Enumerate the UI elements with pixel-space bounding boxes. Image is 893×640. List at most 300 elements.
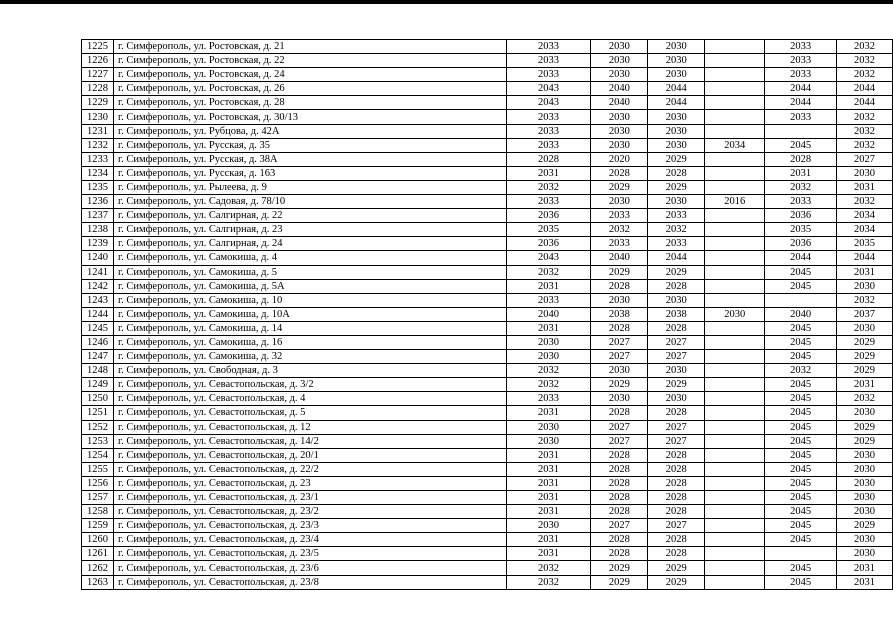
year-cell-3: 2030 bbox=[648, 364, 705, 378]
year-cell-4 bbox=[705, 547, 765, 561]
table-row bbox=[82, 547, 893, 561]
year-cell-1: 2033 bbox=[506, 392, 591, 406]
row-number: 1245 bbox=[82, 321, 114, 335]
row-number: 1229 bbox=[82, 96, 114, 110]
year-cell-3: 2028 bbox=[648, 406, 705, 420]
address-cell: г. Симферополь, ул. Севастопольская, д. 22/2 bbox=[113, 462, 506, 476]
year-cell-2: 2040 bbox=[591, 96, 648, 110]
year-cell-6: 2032 bbox=[837, 138, 893, 152]
row-number: 1251 bbox=[82, 406, 114, 420]
address-cell: г. Симферополь, ул. Ростовская, д. 21 bbox=[113, 40, 506, 54]
table-row bbox=[82, 491, 893, 505]
year-cell-2: 2027 bbox=[591, 335, 648, 349]
row-number: 1234 bbox=[82, 166, 114, 180]
year-cell-3: 2028 bbox=[648, 533, 705, 547]
year-cell-5: 2036 bbox=[765, 237, 837, 251]
year-cell-4 bbox=[705, 166, 765, 180]
year-cell-3: 2029 bbox=[648, 180, 705, 194]
year-cell-2: 2028 bbox=[591, 505, 648, 519]
address-cell: г. Симферополь, ул. Салгирная, д. 22 bbox=[113, 209, 506, 223]
year-cell-4 bbox=[705, 476, 765, 490]
address-cell: г. Симферополь, ул. Ростовская, д. 26 bbox=[113, 82, 506, 96]
row-number: 1253 bbox=[82, 434, 114, 448]
year-cell-1: 2032 bbox=[506, 378, 591, 392]
year-cell-4 bbox=[705, 251, 765, 265]
table-row bbox=[82, 307, 893, 321]
row-number: 1262 bbox=[82, 561, 114, 575]
year-cell-1: 2030 bbox=[506, 420, 591, 434]
year-cell-3: 2029 bbox=[648, 575, 705, 589]
year-cell-4 bbox=[705, 491, 765, 505]
address-cell: г. Симферополь, ул. Севастопольская, д. 23/3 bbox=[113, 519, 506, 533]
address-cell: г. Симферополь, ул. Ростовская, д. 28 bbox=[113, 96, 506, 110]
year-cell-6: 2027 bbox=[837, 152, 893, 166]
year-cell-1: 2030 bbox=[506, 434, 591, 448]
year-cell-4 bbox=[705, 265, 765, 279]
address-cell: г. Симферополь, ул. Салгирная, д. 23 bbox=[113, 223, 506, 237]
year-cell-5: 2045 bbox=[765, 265, 837, 279]
year-cell-2: 2029 bbox=[591, 378, 648, 392]
year-cell-1: 2036 bbox=[506, 209, 591, 223]
year-cell-3: 2032 bbox=[648, 223, 705, 237]
table-row bbox=[82, 420, 893, 434]
year-cell-6: 2030 bbox=[837, 533, 893, 547]
year-cell-5: 2045 bbox=[765, 519, 837, 533]
year-cell-3: 2028 bbox=[648, 166, 705, 180]
table-row bbox=[82, 110, 893, 124]
year-cell-6: 2030 bbox=[837, 547, 893, 561]
year-cell-2: 2027 bbox=[591, 350, 648, 364]
year-cell-6: 2030 bbox=[837, 406, 893, 420]
year-cell-4 bbox=[705, 378, 765, 392]
row-number: 1263 bbox=[82, 575, 114, 589]
table-row bbox=[82, 68, 893, 82]
table-row bbox=[82, 462, 893, 476]
year-cell-5: 2035 bbox=[765, 223, 837, 237]
address-cell: г. Симферополь, ул. Свободная, д. 3 bbox=[113, 364, 506, 378]
year-cell-2: 2028 bbox=[591, 476, 648, 490]
table-row bbox=[82, 237, 893, 251]
year-cell-1: 2031 bbox=[506, 406, 591, 420]
table-body bbox=[82, 40, 893, 590]
year-cell-6: 2030 bbox=[837, 166, 893, 180]
year-cell-2: 2028 bbox=[591, 533, 648, 547]
year-cell-1: 2033 bbox=[506, 293, 591, 307]
year-cell-6: 2030 bbox=[837, 491, 893, 505]
year-cell-5: 2033 bbox=[765, 110, 837, 124]
year-cell-1: 2033 bbox=[506, 40, 591, 54]
year-cell-2: 2028 bbox=[591, 547, 648, 561]
year-cell-4 bbox=[705, 40, 765, 54]
year-cell-5: 2045 bbox=[765, 321, 837, 335]
year-cell-4 bbox=[705, 96, 765, 110]
address-cell: г. Симферополь, ул. Севастопольская, д. 23/5 bbox=[113, 547, 506, 561]
year-cell-1: 2031 bbox=[506, 476, 591, 490]
year-cell-5: 2033 bbox=[765, 195, 837, 209]
table-row bbox=[82, 448, 893, 462]
year-cell-2: 2030 bbox=[591, 68, 648, 82]
year-cell-1: 2031 bbox=[506, 166, 591, 180]
year-cell-2: 2032 bbox=[591, 223, 648, 237]
year-cell-4 bbox=[705, 335, 765, 349]
year-cell-3: 2030 bbox=[648, 110, 705, 124]
table-row bbox=[82, 138, 893, 152]
year-cell-5: 2045 bbox=[765, 476, 837, 490]
row-number: 1225 bbox=[82, 40, 114, 54]
row-number: 1246 bbox=[82, 335, 114, 349]
year-cell-4 bbox=[705, 434, 765, 448]
year-cell-2: 2028 bbox=[591, 321, 648, 335]
year-cell-2: 2029 bbox=[591, 575, 648, 589]
year-cell-6: 2034 bbox=[837, 209, 893, 223]
table-row bbox=[82, 265, 893, 279]
year-cell-1: 2030 bbox=[506, 350, 591, 364]
year-cell-6: 2032 bbox=[837, 40, 893, 54]
year-cell-2: 2028 bbox=[591, 166, 648, 180]
year-cell-2: 2028 bbox=[591, 491, 648, 505]
year-cell-3: 2030 bbox=[648, 293, 705, 307]
year-cell-2: 2027 bbox=[591, 420, 648, 434]
address-cell: г. Симферополь, ул. Салгирная, д. 24 bbox=[113, 237, 506, 251]
year-cell-5: 2045 bbox=[765, 533, 837, 547]
year-cell-6: 2031 bbox=[837, 180, 893, 194]
year-cell-3: 2030 bbox=[648, 54, 705, 68]
row-number: 1247 bbox=[82, 350, 114, 364]
year-cell-3: 2029 bbox=[648, 378, 705, 392]
year-cell-1: 2033 bbox=[506, 138, 591, 152]
row-number: 1257 bbox=[82, 491, 114, 505]
year-cell-5: 2045 bbox=[765, 378, 837, 392]
table-row bbox=[82, 519, 893, 533]
year-cell-2: 2033 bbox=[591, 237, 648, 251]
year-cell-5: 2033 bbox=[765, 54, 837, 68]
year-cell-1: 2033 bbox=[506, 195, 591, 209]
year-cell-1: 2032 bbox=[506, 180, 591, 194]
year-cell-3: 2029 bbox=[648, 152, 705, 166]
table-row bbox=[82, 434, 893, 448]
year-cell-4 bbox=[705, 406, 765, 420]
year-cell-6: 2031 bbox=[837, 378, 893, 392]
year-cell-5: 2045 bbox=[765, 448, 837, 462]
year-cell-6: 2030 bbox=[837, 476, 893, 490]
table-row bbox=[82, 406, 893, 420]
year-cell-4 bbox=[705, 561, 765, 575]
year-cell-3: 2028 bbox=[648, 448, 705, 462]
year-cell-2: 2028 bbox=[591, 406, 648, 420]
table-row bbox=[82, 561, 893, 575]
table-row bbox=[82, 180, 893, 194]
row-number: 1252 bbox=[82, 420, 114, 434]
year-cell-3: 2030 bbox=[648, 195, 705, 209]
year-cell-3: 2030 bbox=[648, 138, 705, 152]
row-number: 1258 bbox=[82, 505, 114, 519]
year-cell-6: 2032 bbox=[837, 124, 893, 138]
table-row bbox=[82, 350, 893, 364]
year-cell-1: 2031 bbox=[506, 491, 591, 505]
year-cell-1: 2032 bbox=[506, 575, 591, 589]
table-row bbox=[82, 209, 893, 223]
address-cell: г. Симферополь, ул. Севастопольская, д. 14/2 bbox=[113, 434, 506, 448]
year-cell-3: 2027 bbox=[648, 519, 705, 533]
table-row bbox=[82, 378, 893, 392]
year-cell-6: 2029 bbox=[837, 420, 893, 434]
year-cell-2: 2030 bbox=[591, 40, 648, 54]
year-cell-6: 2032 bbox=[837, 293, 893, 307]
row-number: 1235 bbox=[82, 180, 114, 194]
year-cell-1: 2043 bbox=[506, 96, 591, 110]
year-cell-3: 2044 bbox=[648, 96, 705, 110]
year-cell-4 bbox=[705, 293, 765, 307]
year-cell-3: 2027 bbox=[648, 335, 705, 349]
year-cell-4 bbox=[705, 505, 765, 519]
row-number: 1260 bbox=[82, 533, 114, 547]
year-cell-6: 2044 bbox=[837, 251, 893, 265]
address-cell: г. Симферополь, ул. Самокиша, д. 5 bbox=[113, 265, 506, 279]
year-cell-6: 2044 bbox=[837, 96, 893, 110]
address-cell: г. Симферополь, ул. Севастопольская, д. 23/4 bbox=[113, 533, 506, 547]
year-cell-1: 2033 bbox=[506, 68, 591, 82]
year-cell-1: 2043 bbox=[506, 251, 591, 265]
table-row bbox=[82, 279, 893, 293]
year-cell-4: 2030 bbox=[705, 307, 765, 321]
row-number: 1236 bbox=[82, 195, 114, 209]
year-cell-2: 2030 bbox=[591, 124, 648, 138]
year-cell-4 bbox=[705, 68, 765, 82]
year-cell-4 bbox=[705, 223, 765, 237]
year-cell-1: 2031 bbox=[506, 462, 591, 476]
year-cell-3: 2030 bbox=[648, 40, 705, 54]
year-cell-4 bbox=[705, 350, 765, 364]
address-cell: г. Симферополь, ул. Севастопольская, д. 23/2 bbox=[113, 505, 506, 519]
year-cell-1: 2033 bbox=[506, 110, 591, 124]
table-row bbox=[82, 166, 893, 180]
row-number: 1248 bbox=[82, 364, 114, 378]
address-cell: г. Симферополь, ул. Русская, д. 38А bbox=[113, 152, 506, 166]
address-cell: г. Симферополь, ул. Самокиша, д. 32 bbox=[113, 350, 506, 364]
year-cell-3: 2030 bbox=[648, 124, 705, 138]
year-cell-3: 2029 bbox=[648, 265, 705, 279]
year-cell-5 bbox=[765, 547, 837, 561]
year-cell-4 bbox=[705, 364, 765, 378]
year-cell-6: 2032 bbox=[837, 392, 893, 406]
table-row bbox=[82, 533, 893, 547]
year-cell-1: 2033 bbox=[506, 124, 591, 138]
row-number: 1233 bbox=[82, 152, 114, 166]
year-cell-6: 2030 bbox=[837, 505, 893, 519]
year-cell-3: 2030 bbox=[648, 68, 705, 82]
year-cell-2: 2033 bbox=[591, 209, 648, 223]
year-cell-6: 2030 bbox=[837, 321, 893, 335]
year-cell-6: 2029 bbox=[837, 519, 893, 533]
year-cell-6: 2030 bbox=[837, 279, 893, 293]
year-cell-4 bbox=[705, 209, 765, 223]
year-cell-4 bbox=[705, 110, 765, 124]
year-cell-5: 2044 bbox=[765, 251, 837, 265]
year-cell-2: 2020 bbox=[591, 152, 648, 166]
year-cell-3: 2044 bbox=[648, 82, 705, 96]
table-row bbox=[82, 392, 893, 406]
year-cell-6: 2032 bbox=[837, 54, 893, 68]
year-cell-5: 2045 bbox=[765, 420, 837, 434]
year-cell-4 bbox=[705, 321, 765, 335]
year-cell-3: 2033 bbox=[648, 237, 705, 251]
table-row bbox=[82, 54, 893, 68]
year-cell-2: 2030 bbox=[591, 293, 648, 307]
year-cell-5: 2045 bbox=[765, 138, 837, 152]
table-row bbox=[82, 40, 893, 54]
address-cell: г. Симферополь, ул. Самокиша, д. 10 bbox=[113, 293, 506, 307]
year-cell-1: 2032 bbox=[506, 364, 591, 378]
year-cell-5: 2032 bbox=[765, 180, 837, 194]
year-cell-4 bbox=[705, 448, 765, 462]
year-cell-2: 2030 bbox=[591, 138, 648, 152]
table-row bbox=[82, 335, 893, 349]
year-cell-2: 2028 bbox=[591, 462, 648, 476]
table-row bbox=[82, 82, 893, 96]
year-cell-3: 2028 bbox=[648, 476, 705, 490]
table-row bbox=[82, 124, 893, 138]
year-cell-3: 2038 bbox=[648, 307, 705, 321]
year-cell-4 bbox=[705, 462, 765, 476]
address-cell: г. Симферополь, ул. Севастопольская, д. 20/1 bbox=[113, 448, 506, 462]
year-cell-3: 2027 bbox=[648, 434, 705, 448]
year-cell-3: 2028 bbox=[648, 279, 705, 293]
year-cell-3: 2033 bbox=[648, 209, 705, 223]
year-cell-5: 2045 bbox=[765, 335, 837, 349]
year-cell-1: 2030 bbox=[506, 519, 591, 533]
year-cell-1: 2031 bbox=[506, 533, 591, 547]
year-cell-2: 2029 bbox=[591, 180, 648, 194]
page-top-border bbox=[0, 0, 893, 4]
row-number: 1241 bbox=[82, 265, 114, 279]
address-cell: г. Симферополь, ул. Рубцова, д. 42А bbox=[113, 124, 506, 138]
year-cell-4 bbox=[705, 237, 765, 251]
table-row bbox=[82, 575, 893, 589]
year-cell-5: 2045 bbox=[765, 491, 837, 505]
year-cell-2: 2028 bbox=[591, 448, 648, 462]
year-cell-5 bbox=[765, 293, 837, 307]
table-row bbox=[82, 251, 893, 265]
year-cell-1: 2028 bbox=[506, 152, 591, 166]
year-cell-1: 2031 bbox=[506, 279, 591, 293]
address-cell: г. Симферополь, ул. Севастопольская, д. 23/1 bbox=[113, 491, 506, 505]
year-cell-2: 2027 bbox=[591, 434, 648, 448]
year-cell-5 bbox=[765, 124, 837, 138]
year-cell-6: 2029 bbox=[837, 335, 893, 349]
year-cell-3: 2044 bbox=[648, 251, 705, 265]
row-number: 1242 bbox=[82, 279, 114, 293]
year-cell-5: 2040 bbox=[765, 307, 837, 321]
year-cell-4 bbox=[705, 420, 765, 434]
table-row bbox=[82, 293, 893, 307]
year-cell-5: 2045 bbox=[765, 462, 837, 476]
year-cell-1: 2031 bbox=[506, 448, 591, 462]
address-cell: г. Симферополь, ул. Самокиша, д. 14 bbox=[113, 321, 506, 335]
year-cell-5: 2045 bbox=[765, 505, 837, 519]
address-cell: г. Симферополь, ул. Ростовская, д. 22 bbox=[113, 54, 506, 68]
year-cell-5: 2045 bbox=[765, 575, 837, 589]
year-cell-1: 2031 bbox=[506, 505, 591, 519]
year-cell-4 bbox=[705, 575, 765, 589]
year-cell-3: 2028 bbox=[648, 547, 705, 561]
table-row bbox=[82, 96, 893, 110]
row-number: 1244 bbox=[82, 307, 114, 321]
year-cell-5: 2032 bbox=[765, 364, 837, 378]
year-cell-6: 2029 bbox=[837, 364, 893, 378]
year-cell-6: 2030 bbox=[837, 462, 893, 476]
row-number: 1255 bbox=[82, 462, 114, 476]
year-cell-6: 2031 bbox=[837, 265, 893, 279]
row-number: 1254 bbox=[82, 448, 114, 462]
year-cell-4 bbox=[705, 279, 765, 293]
year-cell-3: 2028 bbox=[648, 321, 705, 335]
year-cell-1: 2035 bbox=[506, 223, 591, 237]
address-cell: г. Симферополь, ул. Севастопольская, д. 23/8 bbox=[113, 575, 506, 589]
row-number: 1243 bbox=[82, 293, 114, 307]
year-cell-3: 2027 bbox=[648, 350, 705, 364]
year-cell-1: 2031 bbox=[506, 547, 591, 561]
year-cell-2: 2038 bbox=[591, 307, 648, 321]
year-cell-6: 2035 bbox=[837, 237, 893, 251]
year-cell-5: 2045 bbox=[765, 279, 837, 293]
year-cell-2: 2028 bbox=[591, 279, 648, 293]
row-number: 1238 bbox=[82, 223, 114, 237]
year-cell-3: 2028 bbox=[648, 491, 705, 505]
year-cell-6: 2034 bbox=[837, 223, 893, 237]
year-cell-2: 2030 bbox=[591, 392, 648, 406]
row-number: 1240 bbox=[82, 251, 114, 265]
year-cell-5: 2045 bbox=[765, 406, 837, 420]
year-cell-5: 2045 bbox=[765, 392, 837, 406]
year-cell-5: 2044 bbox=[765, 96, 837, 110]
year-cell-5: 2045 bbox=[765, 434, 837, 448]
year-cell-2: 2029 bbox=[591, 561, 648, 575]
row-number: 1228 bbox=[82, 82, 114, 96]
year-cell-2: 2029 bbox=[591, 265, 648, 279]
year-cell-5: 2045 bbox=[765, 561, 837, 575]
address-cell: г. Симферополь, ул. Ростовская, д. 30/13 bbox=[113, 110, 506, 124]
address-cell: г. Симферополь, ул. Севастопольская, д. 5 bbox=[113, 406, 506, 420]
address-cell: г. Симферополь, ул. Самокиша, д. 4 bbox=[113, 251, 506, 265]
year-cell-4: 2016 bbox=[705, 195, 765, 209]
year-cell-5: 2036 bbox=[765, 209, 837, 223]
year-cell-1: 2030 bbox=[506, 335, 591, 349]
year-cell-4 bbox=[705, 519, 765, 533]
table-row bbox=[82, 476, 893, 490]
table-row bbox=[82, 223, 893, 237]
table-row bbox=[82, 321, 893, 335]
year-cell-3: 2028 bbox=[648, 505, 705, 519]
year-cell-6: 2031 bbox=[837, 561, 893, 575]
row-number: 1230 bbox=[82, 110, 114, 124]
year-cell-3: 2027 bbox=[648, 420, 705, 434]
address-cell: г. Симферополь, ул. Севастопольская, д. 12 bbox=[113, 420, 506, 434]
year-cell-1: 2036 bbox=[506, 237, 591, 251]
year-cell-6: 2029 bbox=[837, 434, 893, 448]
year-cell-6: 2032 bbox=[837, 110, 893, 124]
table-row bbox=[82, 152, 893, 166]
year-cell-4 bbox=[705, 180, 765, 194]
year-cell-1: 2043 bbox=[506, 82, 591, 96]
row-number: 1232 bbox=[82, 138, 114, 152]
table-row bbox=[82, 364, 893, 378]
year-cell-6: 2044 bbox=[837, 82, 893, 96]
year-cell-4 bbox=[705, 533, 765, 547]
year-cell-5: 2028 bbox=[765, 152, 837, 166]
row-number: 1231 bbox=[82, 124, 114, 138]
year-cell-1: 2032 bbox=[506, 561, 591, 575]
row-number: 1239 bbox=[82, 237, 114, 251]
